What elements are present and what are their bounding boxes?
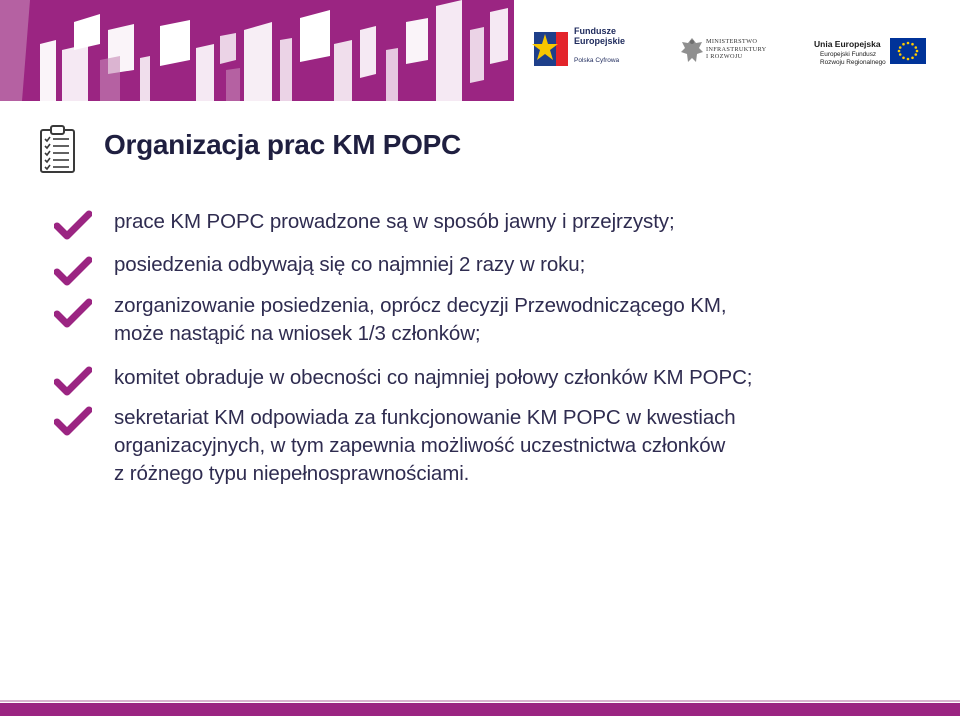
ministry-logo: MINISTERSTWO INFRASTRUKTURY I ROZWOJU [680, 36, 784, 70]
list-item: zorganizowanie posiedzenia, oprócz decyzji Przewodniczącego KM, może nastąpić na wniosek 1/3 członków; [114, 294, 727, 345]
checkmark-icon [54, 406, 92, 436]
checkmark-icon [54, 298, 92, 328]
footer-bar [0, 703, 960, 716]
eagle-emblem-icon [680, 36, 704, 66]
list-item: komitet obraduje w obecności co najmniej połowy członków KM POPC; [114, 366, 753, 389]
list-item: sekretariat KM odpowiada za funkcjonowanie KM POPC w kwestiach organizacyjnych, w tym zapewnia możliwość uczestnictwa członków z różnego typu niepełnosprawnościami. [114, 406, 736, 485]
fundusze-europejskie-logo: Fundusze Europejskie Polska Cyfrowa [532, 26, 636, 72]
list-item: prace KM POPC prowadzone są w sposób jawny i przejrzysty; [114, 210, 675, 233]
checkmark-icon [54, 366, 92, 396]
header-banner [0, 0, 960, 101]
list-item: posiedzenia odbywają się co najmniej 2 razy w roku; [114, 253, 586, 276]
footer-divider [0, 700, 960, 702]
checkmark-icon [54, 210, 92, 240]
clipboard-checklist-icon [39, 124, 77, 174]
decorative-pattern [0, 0, 520, 101]
eu-logo: Unia Europejska Europejski Fundusz Rozwoju Regionalnego [814, 38, 934, 72]
checkmark-icon [54, 256, 92, 286]
logo-strip [514, 0, 960, 101]
slide-title: Organizacja prac KM POPC [104, 129, 461, 160]
fe-star-icon [532, 26, 572, 70]
eu-flag-icon [890, 38, 926, 64]
